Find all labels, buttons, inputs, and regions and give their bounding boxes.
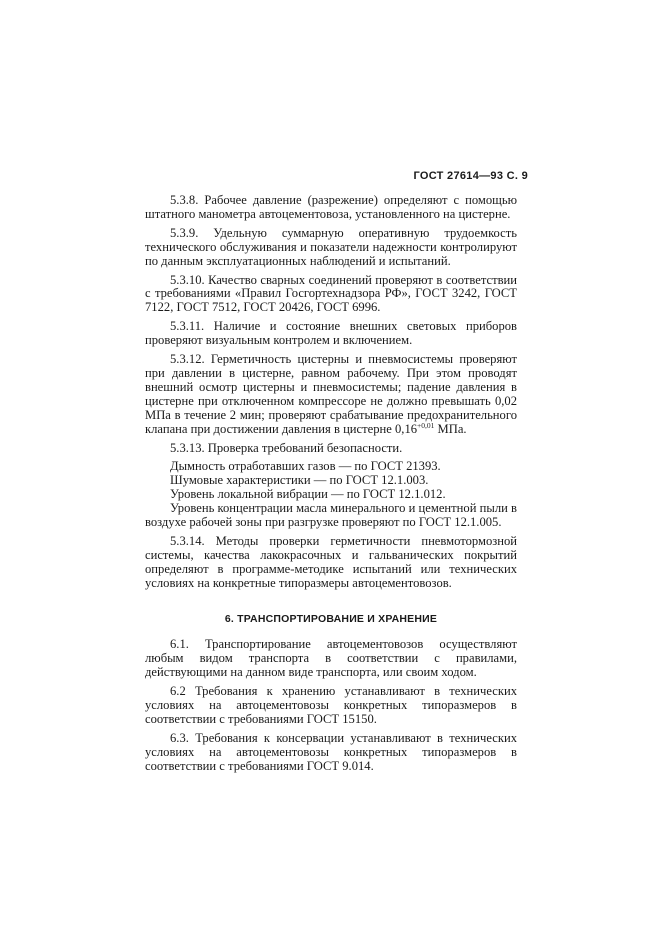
paragraph-5-3-13: 5.3.13. Проверка требований безопасности. xyxy=(170,440,403,455)
paragraph-5-3-14: 5.3.14. Методы проверки герметичности пневмотормозной системы, качества лакокрасочных и гальванических покрытий определяют в программе-методике испытаний или технических условиях на конкретные типоразмеры автоцементовозов. xyxy=(145,533,517,590)
section-6-title: 6. ТРАНСПОРТИРОВАНИЕ И ХРАНЕНИЕ xyxy=(224,612,438,625)
paragraph-5-3-12-text: 5.3.12. Герметичность цистерны и пневмосистемы проверяют при давлении в цистерне, равном рабочему. При этом проводят внешний осмотр цистерны и пневмосистемы; падение давления в цистерне при отключенном компрессоре не должно превышать 0,02 МПа в течение 2 мин; проверяют срабатывание предохранительного клапана при достижении давления в цистерне 0,16 xyxy=(145,352,517,436)
pressure-unit: МПа. xyxy=(434,421,467,436)
paragraph-5-3-8: 5.3.8. Рабочее давление (разрежение) определяют с помощью штатного манометра автоцементовоза, установленного на цистерне. xyxy=(145,193,517,221)
paragraph-dust: Уровень концентрации масла минерального и цементной пыли в воздухе рабочей зоны при разгрузке проверяют по ГОСТ 12.1.005. xyxy=(145,501,517,530)
paragraph-6-1: 6.1. Транспортирование автоцементовозов осуществляют любым видом транспорта в соответствии с правилами, действующими на данном виде транспорта, или своим ходом. xyxy=(145,637,517,680)
paragraph-5-3-10: 5.3.10. Качество сварных соединений проверяют в соответствии с требованиями «Правил Госгортехнадзора РФ», ГОСТ 3242, ГОСТ 7122, ГОСТ 7512, ГОСТ 20426, ГОСТ 6996. xyxy=(145,272,517,315)
document-body xyxy=(145,194,517,779)
paragraph-6-2: 6.2 Требования к хранению устанавливают в технических условиях на автоцементовозы конкретных типоразмеров в соответствии с требованиями ГОСТ 15150. xyxy=(145,684,517,726)
paragraph-5-3-12 xyxy=(145,353,517,436)
page-header-code: ГОСТ 27614—93 С. 9 xyxy=(413,170,528,182)
paragraph-smoke: Дымность отработавших газов — по ГОСТ 21393. xyxy=(170,459,441,474)
paragraph-noise: Шумовые характеристики — по ГОСТ 12.1.003. xyxy=(170,473,429,488)
paragraph-5-3-9: 5.3.9. Удельную суммарную оперативную трудоемкость технического обслуживания и показатели надежности контролируют по данным эксплуатационных наблюдений и испытаний. xyxy=(145,225,517,268)
paragraph-6-3: 6.3. Требования к консервации устанавливают в технических условиях на автоцементовозы конкретных типоразмеров в соответствии с требованиями ГОСТ 9.014. xyxy=(145,730,517,773)
paragraph-vibration: Уровень локальной вибрации — по ГОСТ 12.1.012. xyxy=(170,487,446,502)
paragraph-5-3-11: 5.3.11. Наличие и состояние внешних световых приборов проверяют визуальным контролем и включением. xyxy=(145,319,517,348)
pressure-tolerance: +0,01 xyxy=(417,420,435,430)
